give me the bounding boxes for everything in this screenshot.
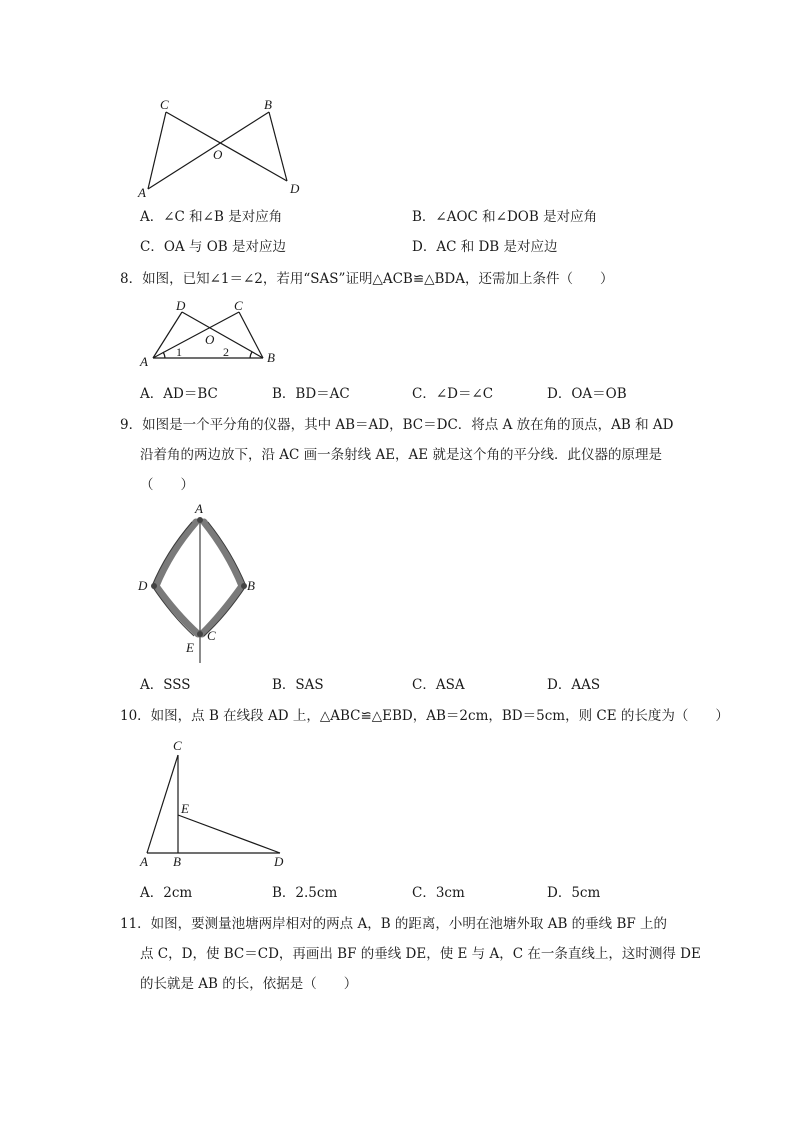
q10-label-b: B (173, 854, 181, 869)
q8-angle-1: 1 (176, 345, 182, 359)
q10-label-a: A (140, 854, 148, 869)
q11-stem-line1: 11．如图，要测量池塘两岸相对的两点 A，B 的距离，小明在池塘外取 AB 的垂线 BF 上的 (120, 916, 668, 932)
q9-label-a: A (195, 501, 203, 516)
q10-label-d: D (274, 854, 284, 869)
q9-label-e: E (186, 640, 194, 655)
q7-option-b: B．∠AOC 和∠DOB 是对应角 (412, 209, 598, 225)
q9-option-d: D．AAS (547, 677, 601, 693)
q7-figure (130, 95, 320, 205)
q7-label-a: A (138, 185, 146, 200)
q7-option-a: A．∠C 和∠B 是对应角 (140, 209, 283, 225)
q9-option-a: A．SSS (140, 677, 191, 693)
q9-label-d: D (138, 578, 148, 593)
q7-label-d: D (290, 181, 300, 196)
q11-stem-line3: 的长就是 AB 的长，依据是（ ） (140, 976, 358, 992)
q7-label-b: B (264, 97, 272, 112)
q8-option-d: D．OA＝OB (547, 386, 627, 402)
q9-stem-line2: 沿着角的两边放下，沿 AC 画一条射线 AE，AE 就是这个角的平分线．此仪器的原理是 (140, 447, 662, 463)
q9-instrument-figure (132, 500, 262, 668)
q8-label-c: C (234, 298, 243, 313)
q9-stem-line1: 9．如图是一个平分角的仪器，其中 AB＝AD，BC＝DC．将点 A 放在角的顶点，AB 和 AD (120, 417, 674, 433)
q10-stem: 10．如图，点 B 在线段 AD 上，△ABC≌△EBD，AB＝2cm，BD＝5cm，则 CE 的长度为（ ） (120, 708, 729, 724)
q10-figure (132, 733, 292, 871)
q10-option-c: C．3cm (412, 885, 465, 901)
q10-label-e: E (181, 801, 189, 816)
q10-option-b: B．2.5cm (272, 885, 338, 901)
q9-label-b: B (247, 578, 255, 593)
q7-option-c: C．OA 与 OB 是对应边 (140, 239, 287, 255)
q8-label-o: O (205, 332, 215, 347)
q9-option-c: C．ASA (412, 677, 465, 693)
q7-label-c: C (160, 97, 169, 112)
q8-stem: 8．如图，已知∠1＝∠2，若用“SAS”证明△ACB≌△BDA，还需加上条件（ ） (120, 271, 614, 287)
q9-stem-line3: （ ） (140, 477, 194, 493)
q10-option-a: A．2cm (140, 885, 193, 901)
q8-label-d: D (176, 298, 186, 313)
q10-option-d: D．5cm (547, 885, 601, 901)
q8-label-b: B (267, 350, 275, 365)
q8-figure (135, 298, 285, 370)
q8-option-c: C．∠D＝∠C (412, 386, 494, 402)
q9-option-b: B．SAS (272, 677, 324, 693)
q8-angle-2: 2 (223, 345, 229, 359)
q10-label-c: C (173, 738, 182, 753)
q7-option-d: D．AC 和 DB 是对应边 (412, 239, 558, 255)
q9-label-c: C (207, 628, 216, 643)
q8-option-a: A．AD＝BC (140, 386, 218, 402)
q7-label-o: O (213, 147, 223, 162)
q8-label-a: A (140, 354, 148, 369)
q8-option-b: B．BD＝AC (272, 386, 350, 402)
q11-stem-line2: 点 C，D，使 BC＝CD，再画出 BF 的垂线 DE，使 E 与 A，C 在一条直线上，这时测得 DE (140, 946, 701, 962)
